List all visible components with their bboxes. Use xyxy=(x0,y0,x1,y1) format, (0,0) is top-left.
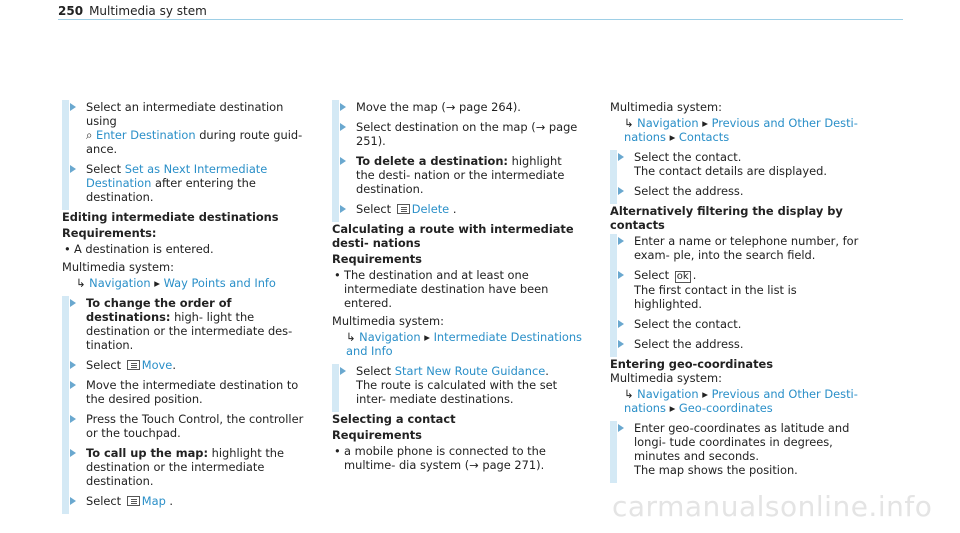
section-heading: Selecting a contact xyxy=(332,412,456,426)
menu-link[interactable]: Enter Destination xyxy=(96,128,196,142)
step: Enter geo-coordinates as latitude and longi- tude coordinates in degrees, minutes and seconds. The map shows the position. xyxy=(610,421,860,477)
menu-path: ↳ Navigation ▸ Way Points and Info xyxy=(76,276,276,290)
step-arrow-icon xyxy=(618,424,624,432)
list-item: • A destination is entered. xyxy=(62,242,312,256)
step: Press the Touch Control, the controller or the touchpad. xyxy=(62,412,312,440)
step: Select Move. xyxy=(62,358,312,372)
menu-path: ↳ Navigation ▸ Intermediate Destinations and Info xyxy=(346,330,582,358)
step: Select Delete . xyxy=(332,202,582,216)
header-divider xyxy=(58,19,903,20)
step-arrow-icon xyxy=(340,103,346,111)
menu-link[interactable]: Map xyxy=(141,494,166,508)
page-header xyxy=(58,4,207,18)
step: Select destination on the map (→ page 251). xyxy=(332,120,582,148)
step-arrow-icon xyxy=(70,381,76,389)
search-icon: ⌕ xyxy=(86,128,93,142)
step: Select Set as Next Intermediate Destination after entering the destination. xyxy=(62,162,312,204)
menu-link[interactable]: Delete xyxy=(411,202,450,216)
step-arrow-icon xyxy=(618,237,624,245)
menu-link[interactable]: Move xyxy=(141,358,173,372)
menu-icon xyxy=(397,204,410,214)
step-arrow-icon xyxy=(70,103,76,111)
step: Enter a name or telephone number, for exam- ple, into the search field. xyxy=(610,234,860,262)
column-3 xyxy=(610,100,860,483)
header-title: Multimedia sy stem xyxy=(89,4,207,18)
step-arrow-icon xyxy=(618,340,624,348)
step-arrow-icon xyxy=(70,497,76,505)
step-arrow-icon xyxy=(618,271,624,279)
menu-intro: Multimedia system: xyxy=(610,371,722,385)
step-arrow-icon xyxy=(70,299,76,307)
step: Select the address. xyxy=(610,337,860,351)
menu-intro: Multimedia system: xyxy=(610,100,722,114)
step: Select Start New Route Guidance. The route is calculated with the set inter- mediate destinations. xyxy=(332,364,582,406)
step-arrow-icon xyxy=(70,415,76,423)
requirements-label: Requirements xyxy=(332,428,422,442)
step-arrow-icon xyxy=(340,157,346,165)
step: Select the address. xyxy=(610,184,860,198)
step-arrow-icon xyxy=(618,153,624,161)
list-item: • The destination and at least one intermediate destination have been entered. xyxy=(332,268,582,310)
column-2 xyxy=(332,100,582,474)
step-arrow-icon xyxy=(340,123,346,131)
page-number: 250 xyxy=(58,4,84,18)
step-arrow-icon xyxy=(70,165,76,173)
menu-icon xyxy=(127,496,140,506)
ok-icon: ok xyxy=(676,271,689,282)
section-heading: Alternatively filtering the display by contacts xyxy=(610,204,843,232)
step: Select the contact. xyxy=(610,317,860,331)
menu-link[interactable]: Start New Route Guidance xyxy=(394,364,546,378)
step-arrow-icon xyxy=(70,449,76,457)
menu-icon xyxy=(127,360,140,370)
step-arrow-icon xyxy=(70,361,76,369)
menu-intro: Multimedia system: xyxy=(62,260,174,274)
requirements-label: Requirements: xyxy=(62,226,157,240)
section-heading: Editing intermediate destinations xyxy=(62,210,279,224)
section-heading: Entering geo-coordinates xyxy=(610,357,774,371)
menu-path: ↳ Navigation ▸ Previous and Other Desti- nations ▸ Contacts xyxy=(624,116,858,144)
menu-intro: Multimedia system: xyxy=(332,314,444,328)
step-arrow-icon xyxy=(340,205,346,213)
list-item: • a mobile phone is connected to the multime- dia system (→ page 271). xyxy=(332,444,582,472)
menu-link[interactable]: Set as Next Intermediate Destination xyxy=(86,162,268,190)
step-arrow-icon xyxy=(340,367,346,375)
step: Select ok . The first contact in the list is highlighted. xyxy=(610,268,860,311)
column-1 xyxy=(62,100,312,514)
step-arrow-icon xyxy=(618,320,624,328)
section-heading: Calculating a route with intermediate desti- nations xyxy=(332,222,574,250)
step: Select the contact. The contact details are displayed. xyxy=(610,150,860,178)
watermark: carmanualsonline.info xyxy=(612,490,933,523)
step-arrow-icon xyxy=(618,187,624,195)
step: To change the order of destinations: high- light the destination or the intermediate des- tination. xyxy=(62,296,312,352)
step: Select an intermediate destination using ⌕ Enter Destination during route guid- ance. xyxy=(62,100,312,156)
requirements-label: Requirements xyxy=(332,252,422,266)
step: Move the map (→ page 264). xyxy=(332,100,582,114)
step: Move the intermediate destination to the desired position. xyxy=(62,378,312,406)
step: To delete a destination: highlight the desti- nation or the intermediate destination. xyxy=(332,154,582,196)
menu-path: ↳ Navigation ▸ Previous and Other Desti- nations ▸ Geo-coordinates xyxy=(624,387,858,415)
step: To call up the map: highlight the destination or the intermediate destination. xyxy=(62,446,312,488)
step: Select Map . xyxy=(62,494,312,508)
